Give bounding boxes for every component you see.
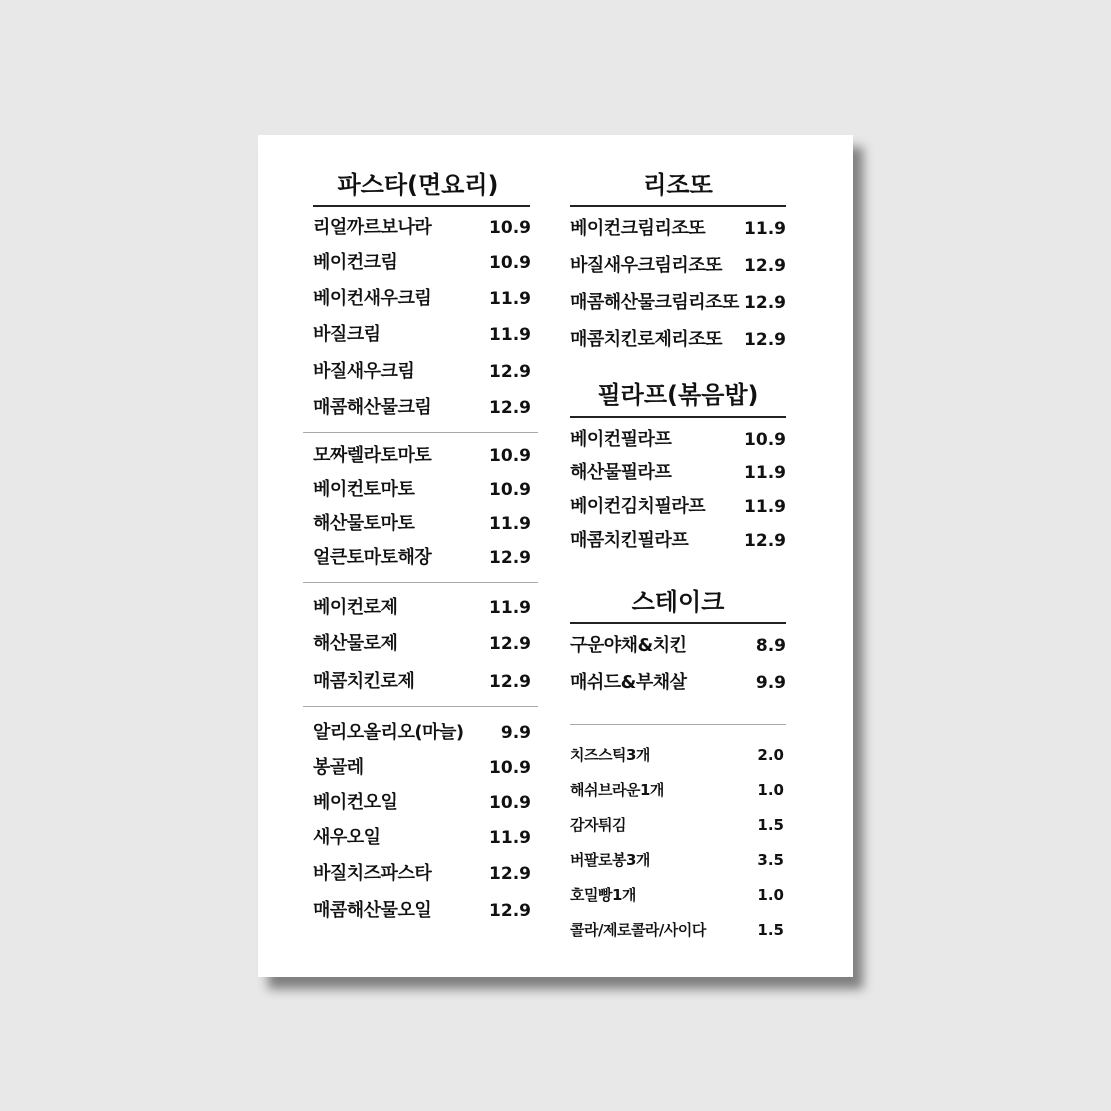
item-name: 매콤치킨로제리조또 bbox=[570, 329, 722, 350]
section-divider bbox=[303, 432, 538, 433]
item-name: 베이컨크림리조또 bbox=[570, 218, 706, 239]
risotto-heading-rule bbox=[570, 205, 786, 207]
item-price: 10.9 bbox=[489, 480, 531, 500]
item-name: 알리오올리오(마늘) bbox=[313, 722, 464, 743]
section-divider bbox=[303, 582, 538, 583]
item-price: 10.9 bbox=[489, 793, 531, 813]
pasta-heading: 파스타(면요리) bbox=[337, 171, 499, 199]
item-name: 치즈스틱3개 bbox=[570, 746, 650, 764]
item-name: 매콤해산물크림 bbox=[313, 397, 432, 418]
menu-item bbox=[313, 511, 531, 537]
item-name: 베이컨크림 bbox=[313, 252, 398, 273]
menu-item bbox=[313, 595, 531, 621]
item-name: 베이컨김치필라프 bbox=[570, 496, 706, 517]
item-name: 바질새우크림리조또 bbox=[570, 255, 722, 276]
item-price: 9.9 bbox=[500, 723, 531, 743]
section-divider bbox=[303, 706, 538, 707]
item-price: 8.9 bbox=[755, 636, 786, 656]
item-price: 1.5 bbox=[757, 921, 784, 939]
item-name: 구운야채&치킨 bbox=[570, 635, 687, 656]
item-name: 콜라/제로콜라/사이다 bbox=[570, 921, 706, 939]
menu-item bbox=[313, 322, 531, 348]
item-price: 9.9 bbox=[755, 673, 786, 693]
item-price: 11.9 bbox=[744, 219, 786, 239]
menu-item bbox=[313, 359, 531, 385]
section-divider bbox=[570, 724, 786, 725]
item-name: 매콤치킨로제 bbox=[313, 671, 415, 692]
steak-heading-rule bbox=[570, 622, 786, 624]
item-name: 베이컨새우크림 bbox=[313, 288, 432, 309]
pilaf-heading: 필라프(볶음밥) bbox=[597, 381, 759, 409]
item-name: 버팔로봉3개 bbox=[570, 851, 650, 869]
item-price: 10.9 bbox=[489, 758, 531, 778]
item-name: 바질크림 bbox=[313, 324, 381, 345]
item-name: 리얼까르보나라 bbox=[313, 217, 432, 238]
item-name: 바질새우크림 bbox=[313, 361, 415, 382]
item-price: 12.9 bbox=[489, 672, 531, 692]
menu-item bbox=[313, 443, 531, 469]
item-price: 2.0 bbox=[757, 746, 784, 764]
item-price: 11.9 bbox=[489, 289, 531, 309]
item-price: 12.9 bbox=[744, 531, 786, 551]
menu-item bbox=[313, 790, 531, 816]
menu-item bbox=[570, 460, 786, 486]
item-name: 호밀빵1개 bbox=[570, 886, 636, 904]
item-price: 11.9 bbox=[744, 463, 786, 483]
menu-item bbox=[313, 395, 531, 421]
item-name: 베이컨토마토 bbox=[313, 479, 415, 500]
item-price: 10.9 bbox=[489, 253, 531, 273]
item-name: 감자튀김 bbox=[570, 816, 626, 834]
item-price: 11.9 bbox=[489, 325, 531, 345]
item-name: 모짜렐라토마토 bbox=[313, 445, 432, 466]
menu-item bbox=[570, 633, 786, 659]
item-price: 12.9 bbox=[489, 362, 531, 382]
menu-item bbox=[313, 215, 531, 241]
item-price: 12.9 bbox=[489, 548, 531, 568]
item-price: 1.5 bbox=[757, 816, 784, 834]
menu-item bbox=[570, 917, 784, 943]
menu-item bbox=[570, 327, 786, 353]
item-price: 10.9 bbox=[744, 430, 786, 450]
item-name: 해산물토마토 bbox=[313, 513, 415, 534]
pasta-heading-rule bbox=[313, 205, 530, 207]
item-price: 10.9 bbox=[489, 218, 531, 238]
item-name: 얼큰토마토해장 bbox=[313, 547, 432, 568]
item-name: 바질치즈파스타 bbox=[313, 863, 432, 884]
item-price: 11.9 bbox=[489, 828, 531, 848]
menu-item bbox=[313, 825, 531, 851]
menu-item bbox=[313, 861, 531, 887]
pilaf-heading-rule bbox=[570, 416, 786, 418]
item-name: 베이컨로제 bbox=[313, 597, 398, 618]
menu-item bbox=[313, 669, 531, 695]
item-price: 12.9 bbox=[489, 864, 531, 884]
item-price: 1.0 bbox=[757, 781, 784, 799]
menu-item bbox=[570, 742, 784, 768]
item-name: 베이컨필라프 bbox=[570, 429, 672, 450]
menu-item bbox=[313, 898, 531, 924]
menu-sheet bbox=[258, 135, 853, 977]
menu-item bbox=[570, 847, 784, 873]
menu-item bbox=[570, 812, 784, 838]
menu-item bbox=[570, 528, 786, 554]
menu-item bbox=[570, 427, 786, 453]
menu-item bbox=[313, 631, 531, 657]
item-name: 매콤해산물크림리조또 bbox=[570, 292, 739, 313]
item-name: 매쉬드&부채살 bbox=[570, 672, 687, 693]
menu-item bbox=[570, 290, 786, 316]
menu-item bbox=[313, 720, 531, 746]
item-name: 매콤치킨필라프 bbox=[570, 530, 689, 551]
item-name: 해산물로제 bbox=[313, 633, 398, 654]
menu-item bbox=[570, 882, 784, 908]
item-price: 12.9 bbox=[489, 901, 531, 921]
item-price: 12.9 bbox=[744, 256, 786, 276]
item-price: 3.5 bbox=[757, 851, 784, 869]
risotto-heading: 리조또 bbox=[643, 171, 713, 199]
menu-item bbox=[570, 494, 786, 520]
item-price: 12.9 bbox=[744, 293, 786, 313]
item-price: 11.9 bbox=[744, 497, 786, 517]
item-name: 매콤해산물오일 bbox=[313, 900, 432, 921]
menu-item bbox=[570, 777, 784, 803]
steak-heading: 스테이크 bbox=[631, 588, 725, 616]
item-name: 봉골레 bbox=[313, 757, 364, 778]
item-name: 해쉬브라운1개 bbox=[570, 781, 664, 799]
menu-item bbox=[313, 250, 531, 276]
menu-item bbox=[570, 216, 786, 242]
menu-item bbox=[570, 670, 786, 696]
item-price: 11.9 bbox=[489, 598, 531, 618]
item-price: 12.9 bbox=[489, 634, 531, 654]
menu-item bbox=[570, 253, 786, 279]
item-price: 12.9 bbox=[489, 398, 531, 418]
item-name: 새우오일 bbox=[313, 827, 381, 848]
item-price: 11.9 bbox=[489, 514, 531, 534]
item-price: 12.9 bbox=[744, 330, 786, 350]
item-price: 1.0 bbox=[757, 886, 784, 904]
item-price: 10.9 bbox=[489, 446, 531, 466]
menu-item bbox=[313, 755, 531, 781]
menu-item bbox=[313, 477, 531, 503]
menu-item bbox=[313, 286, 531, 312]
menu-item bbox=[313, 545, 531, 571]
item-name: 베이컨오일 bbox=[313, 792, 398, 813]
item-name: 해산물필라프 bbox=[570, 462, 672, 483]
